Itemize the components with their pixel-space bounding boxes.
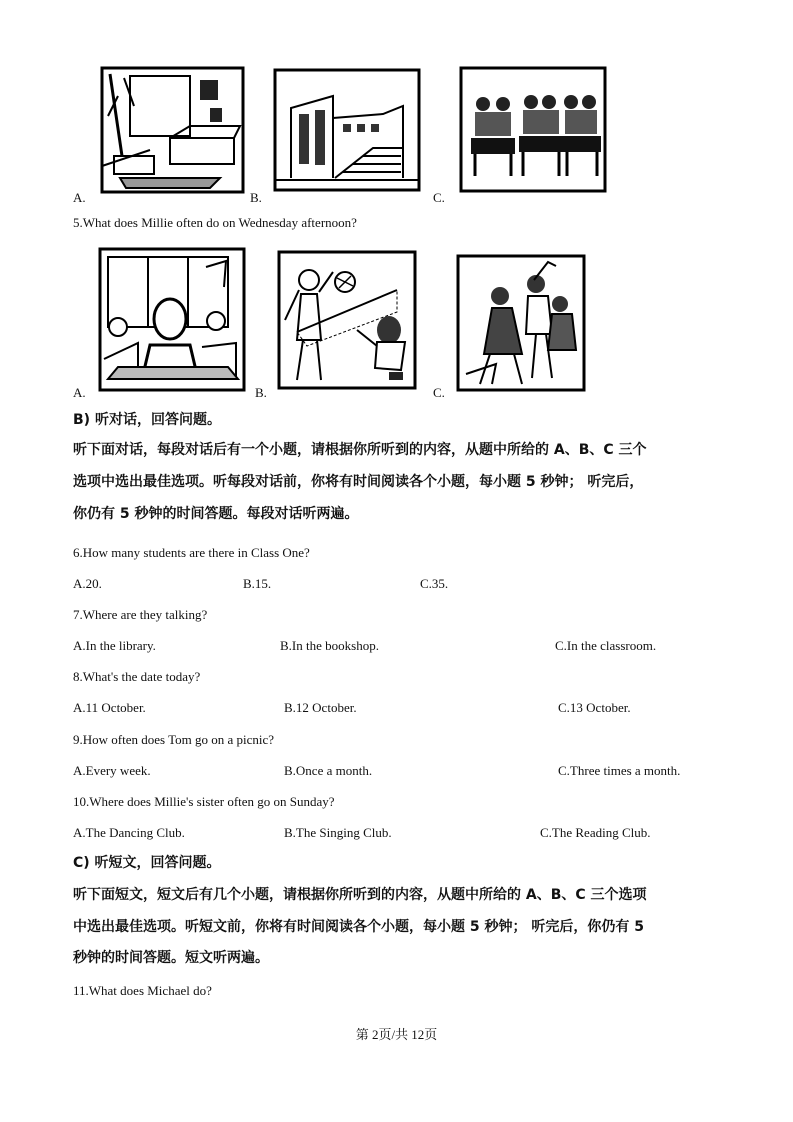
question-11: 11.What does Michael do? — [73, 983, 212, 998]
option-c: C.In the classroom. — [555, 638, 657, 653]
option-c: C.13 October. — [558, 700, 631, 715]
question-8: 8.What's the date today? — [73, 669, 201, 684]
question-7: 7.Where are they talking? — [73, 607, 208, 622]
option-a: A.11 October. — [73, 700, 146, 715]
students-at-desks-picture — [459, 66, 607, 193]
volleyball-picture — [277, 250, 417, 390]
section-b-heading: B) 听对话，回答问题。 — [73, 412, 221, 428]
bedroom-picture — [100, 66, 245, 194]
question-5: 5.What does Millie often do on Wednesday afternoon? — [73, 215, 357, 230]
option-label-a: A. — [73, 385, 86, 400]
option-a: A.In the library. — [73, 638, 156, 653]
question-9: 9.How often does Tom go on a picnic? — [73, 732, 275, 747]
section-c-instruction-line: 秒钟的时间答题。短文听两遍。 — [73, 950, 269, 966]
option-label-b: B. — [250, 190, 262, 205]
option-a: A.Every week. — [73, 763, 151, 778]
option-b: B.In the bookshop. — [280, 638, 379, 653]
option-label-a: A. — [73, 190, 86, 205]
section-c-heading: C) 听短文，回答问题。 — [73, 855, 221, 871]
option-b: B.The Singing Club. — [284, 825, 392, 840]
classroom-study-picture — [98, 247, 246, 392]
option-c: C.The Reading Club. — [540, 825, 651, 840]
section-b-instruction-line: 你仍有 5 秒钟的时间答题。每段对话听两遍。 — [73, 506, 359, 522]
section-c-instruction-line: 中选出最佳选项。听短文前，你将有时间阅读各个小题，每小题 5 秒钟； 听完后，你仍有 5 — [73, 919, 644, 935]
option-b: B.12 October. — [284, 700, 357, 715]
option-label-c: C. — [433, 190, 445, 205]
page-number: 第 2页/共 12页 — [355, 1027, 438, 1042]
option-a: A.20. — [73, 576, 102, 591]
section-b-instruction-line: 听下面对话，每段对话后有一个小题，请根据你所听到的内容，从题中所给的 A、B、C 三个 — [73, 442, 647, 458]
option-b: B.Once a month. — [284, 763, 373, 778]
section-b-instruction-line: 选项中选出最佳选项。听每段对话前，你将有时间阅读各个小题，每小题 5 秒钟； 听完后， — [73, 474, 644, 490]
option-c: C.Three times a month. — [558, 763, 681, 778]
dancing-picture — [456, 254, 586, 392]
option-c: C.35. — [420, 576, 449, 591]
option-a: A.The Dancing Club. — [73, 825, 185, 840]
option-b: B.15. — [243, 576, 272, 591]
section-c-instruction-line: 听下面短文，短文后有几个小题，请根据你所听到的内容，从题中所给的 A、B、C 三个选项 — [73, 887, 647, 903]
question-6: 6.How many students are there in Class One? — [73, 545, 310, 560]
option-label-c: C. — [433, 385, 445, 400]
option-label-b: B. — [255, 385, 267, 400]
building-picture — [273, 68, 421, 192]
question-10: 10.Where does Millie's sister often go on Sunday? — [73, 794, 335, 809]
